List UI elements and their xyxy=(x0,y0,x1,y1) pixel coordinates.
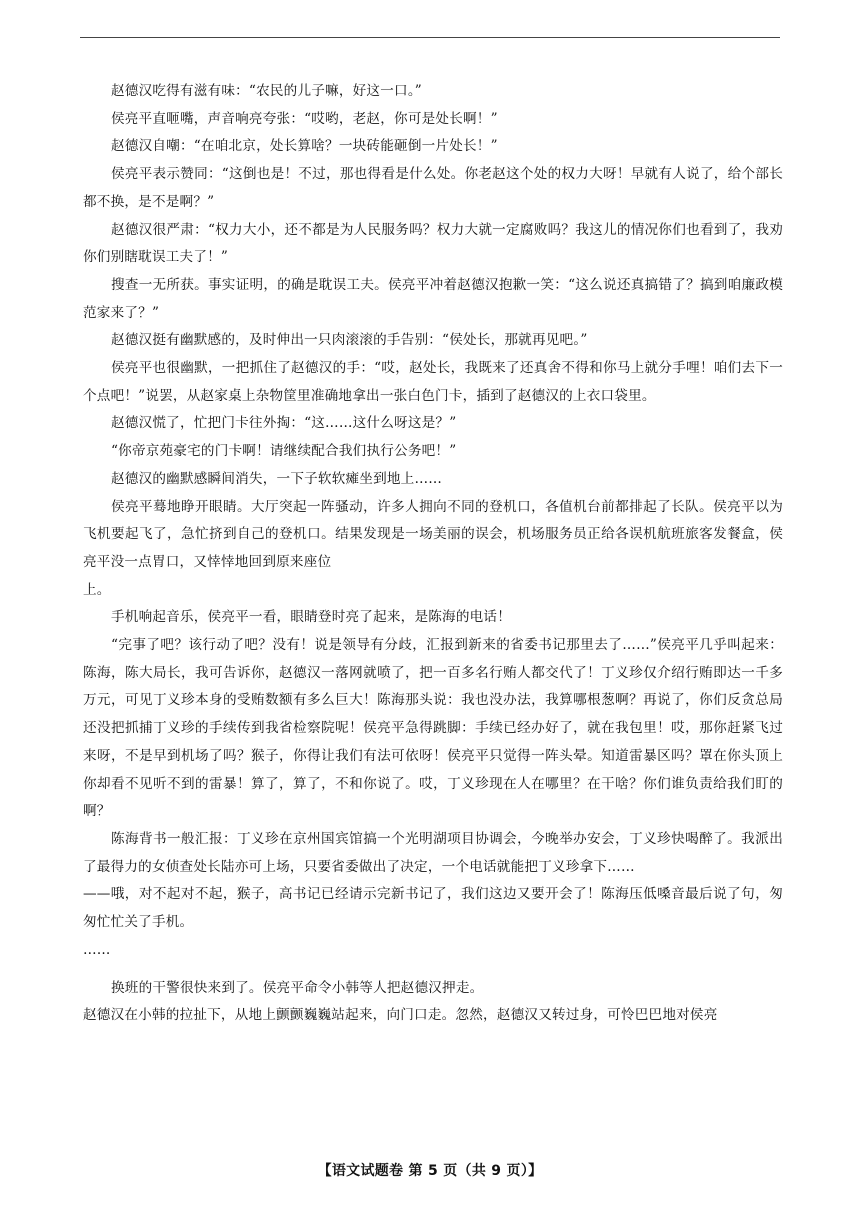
paragraph: 赵德汉很严肃：“权力大小，还不都是为人民服务吗？权力大就一定腐败吗？我这儿的情况你们也看到了，我劝你们别瞎耽误工夫了！” xyxy=(83,221,783,266)
paragraph: 赵德汉在小韩的拉扯下，从地上颤颤巍巍站起来，向门口走。忽然，赵德汉又转过身，可怜巴巴地对侯亮 xyxy=(83,1007,718,1024)
paragraph: 侯亮平也很幽默，一把抓住了赵德汉的手：“哎，赵处长，我既来了还真舍不得和你马上就分手哩！咱们去下一个点吧！”说罢，从赵家桌上杂物筐里准确地拿出一张白色门卡，插到了赵德汉的上衣口袋里。 xyxy=(83,360,783,404)
body-text xyxy=(83,78,783,1030)
paragraph-spacer xyxy=(83,965,783,975)
paragraph: ——哦，对不起对不起，猴子，高书记已经请示完新书记了，我们这边又要开会了！陈海压低嗓音最后说了句，匆匆忙忙关了手机。 xyxy=(83,886,783,931)
paragraph: …… xyxy=(83,941,111,958)
paragraph: 赵德汉自嘲：“在咱北京，处长算啥？一块砖能砸倒一片处长！” xyxy=(111,138,498,155)
paragraph: 赵德汉的幽默感瞬间消失，一下子软软瘫坐到地上…… xyxy=(111,470,443,487)
paragraph: 换班的干警很快来到了。侯亮平命令小韩等人把赵德汉押走。 xyxy=(111,979,484,996)
paragraph: 侯亮平蓦地睁开眼睛。大厅突起一阵骚动，许多人拥向不同的登机口，各值机台前都排起了长队。侯亮平以为飞机要起飞了，急忙挤到自己的登机口。结果发现是一场美丽的误会，机场服务员正给各误机航班旅客发餐盒，侯亮平没一点胃口，又悻悻地回到原来座位 xyxy=(83,498,783,570)
paragraph: 赵德汉挺有幽默感的，及时伸出一只肉滚滚的手告别：“侯处长，那就再见吧。” xyxy=(111,332,588,349)
paragraph: “完事了吧？该行动了吧？没有！说是领导有分歧，汇报到新来的省委书记那里去了……”侯亮平几乎叫起来：陈海，陈大局长，我可告诉你，赵德汉一落网就喷了，把一百多名行贿人都交代了！丁义珍仅介绍行贿即达一千多万元，可见丁义珍本身的受贿数额有多么巨大！陈海那头说：我也没办法，我算哪根葱啊？再说了，你们反贪总局还没把抓捕丁义珍的手续传到我省检察院呢！侯亮平急得跳脚：手续已经办好了，就在我包里！哎，那你赶紧飞过来呀，不是早到机场了吗？猴子，你得让我们有法可依呀！侯亮平只觉得一阵头晕。知道雷暴区吗？罩在你头顶上你却看不见听不到的雷暴！算了，算了，不和你说了。哎，丁义珍现在人在哪里？在干啥？你们谁负责给我们盯的啊？ xyxy=(83,637,783,820)
paragraph: “你帝京苑豪宅的门卡啊！请继续配合我们执行公务吧！” xyxy=(111,443,457,460)
paragraph: 赵德汉慌了，忙把门卡往外掏：“这……这什么呀这是？” xyxy=(111,415,457,432)
paragraph: 侯亮平表示赞同：“这倒也是！不过，那也得看是什么处。你老赵这个处的权力大呀！早就有人说了，给个部长都不换，是不是啊？” xyxy=(83,166,783,210)
paragraph: 陈海背书一般汇报：丁义珍在京州国宾馆搞一个光明湖项目协调会，今晚举办安会，丁义珍快喝醉了。我派出了最得力的女侦查处长陆亦可上场，只要省委做出了决定，一个电话就能把丁义珍拿下…… xyxy=(83,830,783,875)
page-footer: 【语文试题卷 第 5 页（共 9 页）】 xyxy=(317,1163,543,1179)
paragraph: 上。 xyxy=(83,581,111,598)
paragraph: 赵德汉吃得有滋有味：“农民的儿子嘛，好这一口。” xyxy=(111,83,422,99)
paragraph: 手机响起音乐，侯亮平一看，眼睛登时亮了起来，是陈海的电话！ xyxy=(111,609,512,626)
paragraph: 搜查一无所获。事实证明，的确是耽误工夫。侯亮平冲着赵德汉抱歉一笑：“这么说还真搞错了？搞到咱廉政模范家来了？” xyxy=(83,276,783,321)
header-rule xyxy=(80,37,780,38)
paragraph: 侯亮平直咂嘴，声音响亮夸张：“哎哟，老赵，你可是处长啊！” xyxy=(111,110,498,127)
